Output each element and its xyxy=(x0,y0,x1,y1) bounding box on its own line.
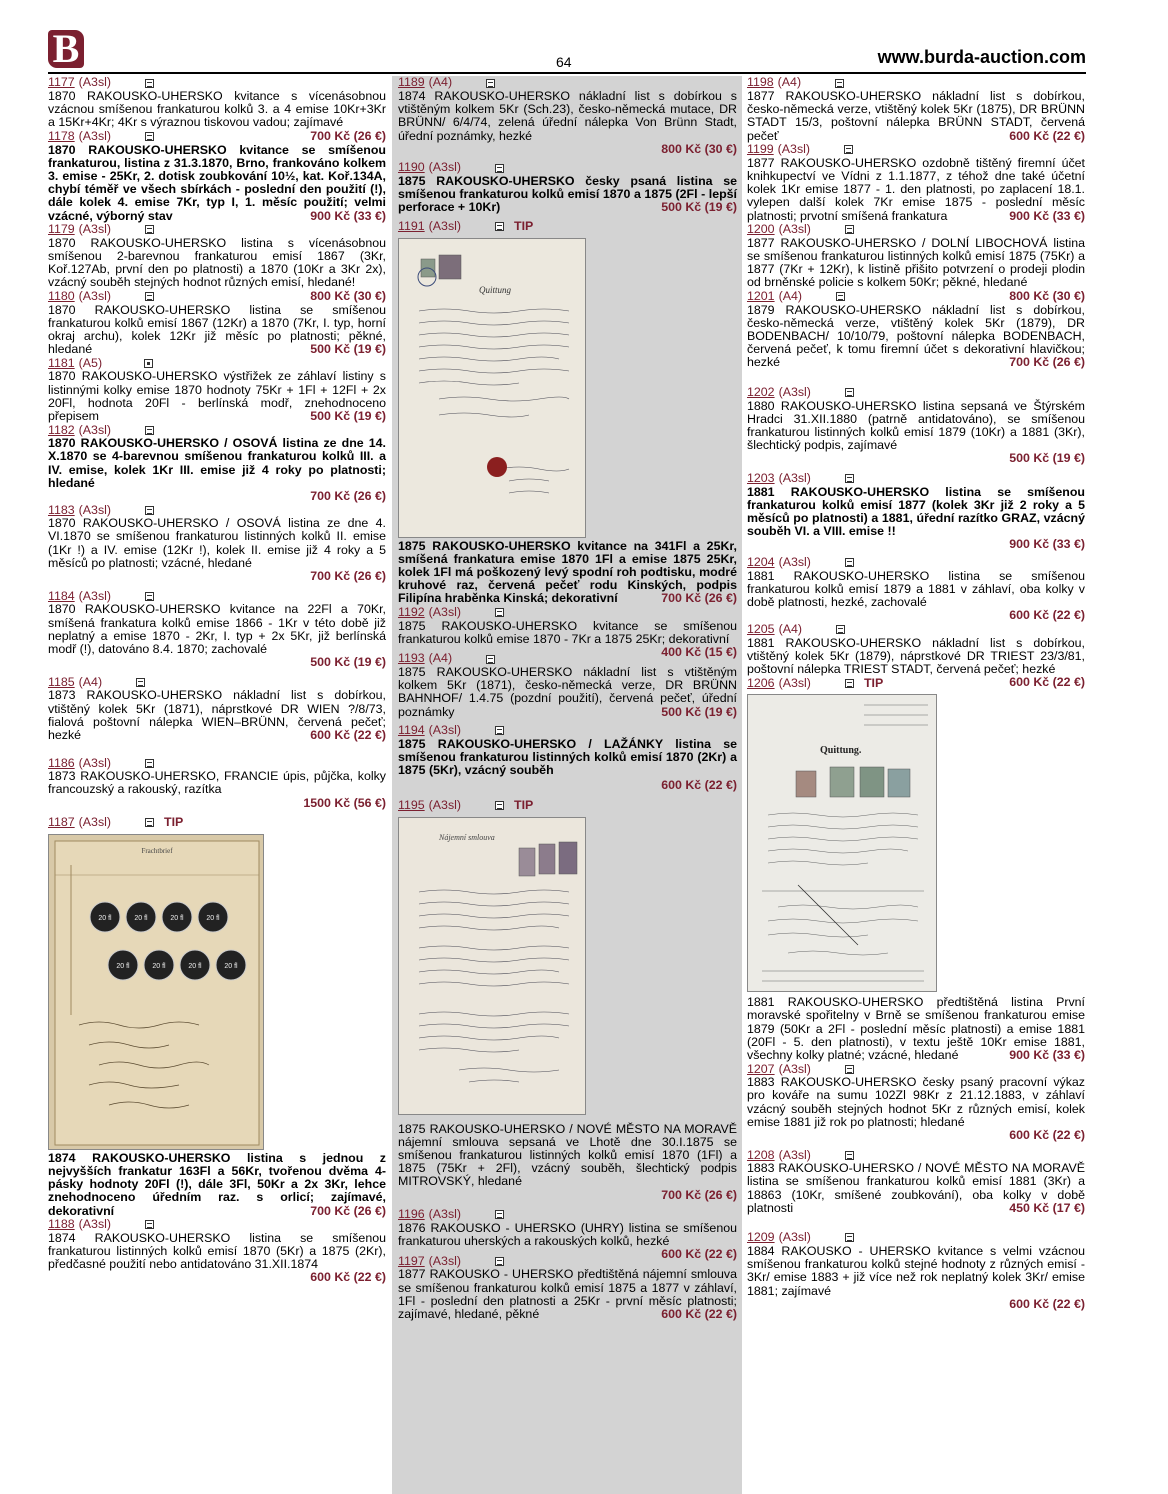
lot-format: (A3sl) xyxy=(778,385,811,400)
document-icon[interactable] xyxy=(495,1210,504,1219)
lot-1195 xyxy=(398,799,737,1202)
lot-1209 xyxy=(747,1231,1085,1311)
lot-number[interactable]: 1196 xyxy=(398,1207,425,1222)
document-icon[interactable] xyxy=(486,655,495,664)
lot-number[interactable]: 1195 xyxy=(398,798,425,813)
lot-number[interactable]: 1179 xyxy=(48,222,75,237)
document-icon[interactable] xyxy=(845,474,854,483)
lot-price: 600 Kč (22 €) xyxy=(310,1270,386,1285)
page-number: 64 xyxy=(556,54,572,70)
lot-number[interactable]: 1181 xyxy=(48,355,75,370)
lot-format: (A3sl) xyxy=(428,1207,462,1222)
lot-description: 1870 RAKOUSKO-UHERSKO kvitance se smíšenou frankaturou, listina z 31.3.1870, Brno, frankováno kolkem 3. emise - 25Kr, 2. dotisk zoubkování 10½, kat. Koř.134A, chybí téměř ve všech sbírkách - poslední den použití (!), dále kolek 4. emise 7Kr, typ I, 1. měsíc použití; velmi vzácné, výborný stav xyxy=(48,142,386,223)
stamp-value: 20 fl xyxy=(170,914,184,922)
column-middle xyxy=(392,76,742,1494)
document-heading: Nájemní smlouva xyxy=(439,832,495,842)
tip-badge: TIP xyxy=(514,798,534,813)
column-left xyxy=(48,76,386,1285)
lot-format: (A3sl) xyxy=(777,142,811,157)
document-icon[interactable] xyxy=(495,801,504,810)
lot-price: 600 Kč (22 €) xyxy=(661,1306,737,1321)
document-icon[interactable] xyxy=(145,592,154,601)
document-icon[interactable] xyxy=(145,225,154,234)
document-icon[interactable] xyxy=(495,726,504,735)
lot-description: 1877 RAKOUSKO-UHERSKO ozdobně tištěný firemní účet knihkupectví ve Vídni z 1.1.1877, z téhož dne také účetní kolek 1Kr emise 1877 - 1. den platnosti, po zaplacení 18.1. vylepen další kolek 7Kr emise 1875 - poslední měsíc platnosti; prvotní smíšená frankatura xyxy=(747,155,1085,223)
document-heading: Frachtbrief xyxy=(141,846,173,855)
lot-price: 1500 Kč (56 €) xyxy=(303,795,386,810)
lot-1183 xyxy=(48,503,386,583)
header-divider xyxy=(48,72,1086,74)
lot-description: 1873 RAKOUSKO-UHERSKO nákladní list s dobírkou, vtištěný kolek 5Kr (1871), náprstkové DR WIEN ?/8/73, fialová poštovní nálepka WIEN–BRÜNN, červená pečeť; hezké xyxy=(48,688,386,742)
lot-number[interactable]: 1194 xyxy=(398,723,425,738)
stamp-value: 20 fl xyxy=(134,914,148,922)
lot-1187 xyxy=(48,816,386,1218)
lot-price: 500 Kč (19 €) xyxy=(661,704,737,719)
lot-description: 1880 RAKOUSKO-UHERSKO listina sepsaná ve Štýrském Hradci 31.XII.1880 (patrně antidatováno), se smíšenou frankaturou listinných kolků emisí 1879 (10Kr) a 1881 (3Kr), šlechtický podpis, zajímavé xyxy=(747,398,1085,453)
lot-price: 600 Kč (22 €) xyxy=(1009,675,1085,690)
lot-photo[interactable] xyxy=(398,238,586,538)
lot-price: 700 Kč (26 €) xyxy=(310,1203,386,1218)
site-url[interactable]: www.burda-auction.com xyxy=(877,47,1086,67)
document-icon[interactable] xyxy=(495,1257,504,1266)
lot-format: (A3sl) xyxy=(78,289,112,304)
document-icon[interactable] xyxy=(495,164,504,173)
document-icon[interactable] xyxy=(845,1151,854,1160)
lot-price: 600 Kč (22 €) xyxy=(1009,1296,1085,1311)
lot-format: (A3sl) xyxy=(778,1147,811,1162)
lot-description: 1876 RAKOUSKO - UHERSKO (UHRY) listina se smíšenou frankaturou uherských a rakouských kolků, hezké xyxy=(398,1220,737,1249)
stamp-value: 20 fl xyxy=(152,962,166,970)
lot-format: (A3sl) xyxy=(78,75,112,90)
document-icon[interactable] xyxy=(145,426,154,435)
lot-format: (A3sl) xyxy=(778,1061,811,1076)
lot-description: 1884 RAKOUSKO - UHERSKO kvitance s velmi vzácnou smíšenou frankaturou kolků stejné hodnoty z různých emisí - 3Kr/ emise 1883 + již více než rok neplatný kolek 3Kr/ emise 1881; zajímavé xyxy=(747,1243,1085,1298)
lot-number[interactable]: 1186 xyxy=(48,755,75,770)
lot-format: (A3sl) xyxy=(428,1253,462,1268)
lot-format: (A3sl) xyxy=(78,422,112,437)
lot-description: 1870 RAKOUSKO-UHERSKO / OSOVÁ listina ze dne 4. VI.1870 se smíšenou frankaturou listinných kolků II. emise (1Kr !) a IV. emise (12Kr !), kolek II. emise již 4 roky a 5 měsíců po platnosti; vzácné, hledané xyxy=(48,516,386,570)
lot-description: 1873 RAKOUSKO-UHERSKO, FRANCIE úpis, půjčka, kolky francouzský a rakouský, razítka xyxy=(48,769,386,797)
document-icon[interactable] xyxy=(145,79,154,88)
lot-1206 xyxy=(747,676,1085,1062)
burda-logo: B xyxy=(48,30,84,68)
lot-description: 1877 RAKOUSKO - UHERSKO předtištěná nájemní smlouva se smíšenou frankaturou kolků emisí 1875 a 1877 v záhlaví, 1Fl - poslední den platnosti a 25Kr - první měsíc platnosti; zajímavé, hledané, pěkné xyxy=(398,1267,737,1321)
lot-1199 xyxy=(747,143,1085,223)
lot-number[interactable]: 1192 xyxy=(398,605,425,620)
lot-1194 xyxy=(398,724,737,793)
lot-price: 600 Kč (22 €) xyxy=(661,1247,737,1262)
lot-number[interactable]: 1206 xyxy=(747,675,775,690)
lot-format: (A3sl) xyxy=(778,222,811,237)
tip-badge: TIP xyxy=(514,219,534,234)
document-icon[interactable] xyxy=(145,292,154,301)
lot-price: 900 Kč (33 €) xyxy=(1009,208,1085,223)
lot-1188 xyxy=(48,1217,386,1285)
lot-photo[interactable] xyxy=(48,834,264,1150)
lot-price: 800 Kč (30 €) xyxy=(661,141,737,156)
lot-price: 600 Kč (22 €) xyxy=(661,778,737,793)
lot-price: 700 Kč (26 €) xyxy=(310,569,386,584)
lot-description: 1883 RAKOUSKO-UHERSKO česky psaný pracovní výkaz pro kováře na sumu 102Zl 98Kr z 21.12.1883, v záhlaví vzácný souběh stejných hodnot 5Kr z různých emisí, kolek emise 1881 již rok po platnosti; hledané xyxy=(747,1075,1085,1129)
lot-1198 xyxy=(747,76,1085,143)
lot-description: 1875 RAKOUSKO-UHERSKO česky psaná listina se smíšenou frankaturou kolků emisí 1870 a 1875 (2Fl - lepší perforace + 10Kr) xyxy=(398,174,737,215)
lot-1203 xyxy=(747,472,1085,552)
document-icon[interactable] xyxy=(845,1065,854,1074)
lot-1185 xyxy=(48,675,386,742)
lot-number[interactable]: 1188 xyxy=(48,1217,75,1232)
lot-format: (A3sl) xyxy=(78,588,112,603)
lot-number[interactable]: 1208 xyxy=(747,1147,775,1162)
lot-number[interactable]: 1199 xyxy=(747,142,774,157)
lot-description: 1877 RAKOUSKO-UHERSKO nákladní list s dobírkou, česko-německá verze, vtištěný kolek 5Kr (1875), DR BRÜNN STADT 15/3, poštovní nálepka BRÜNN STADT, červená pečeť xyxy=(747,89,1085,143)
lot-number[interactable]: 1180 xyxy=(48,289,75,304)
lot-number[interactable]: 1177 xyxy=(48,75,75,90)
lot-description: 1870 RAKOUSKO-UHERSKO kvitance na 22Fl a 70Kr, smíšená frankatura kolků emise 1866 - 1Kr v této době již neplatný a emise 1870 - 2Kr, I. typ + 2x 5Kr, již berlínská modř (!), datováno 8.4. 1870; zachovalé xyxy=(48,602,386,656)
lot-format: (A4) xyxy=(428,651,453,666)
lot-price: 700 Kč (26 €) xyxy=(1009,355,1085,370)
lot-1190 xyxy=(398,161,737,215)
lot-format: (A5) xyxy=(78,355,103,370)
lot-number[interactable]: 1198 xyxy=(747,75,774,90)
lot-price: 800 Kč (30 €) xyxy=(310,288,386,303)
stamp-value: 20 fl xyxy=(206,914,220,922)
document-icon[interactable] xyxy=(486,79,495,88)
lot-number[interactable]: 1190 xyxy=(398,160,425,175)
lot-1197 xyxy=(398,1254,737,1321)
lot-1191 xyxy=(398,220,737,606)
lot-description: 1881 RAKOUSKO-UHERSKO předtištěná listina První moravské spořitelny v Brně se smíšenou frankaturou emise 1879 (50Kr a 2Fl - poslední měsíc platnosti) a emise 1881 (20Fl - 5. den platnosti), v textu ještě 10Kr emise 1881, všechny kolky platné; vzácné, hledané xyxy=(747,995,1085,1062)
lot-description: 1870 RAKOUSKO-UHERSKO listina s vícenásobnou smíšenou 2-barevnou frankaturou emisí 1867 (3Kr, Koř.127Ab, první den po platnosti) a 1870 (10Kr a 3Kr 2x), vzácný souběh stejných hodnot různých emisí, hledané! xyxy=(48,235,386,290)
lot-number[interactable]: 1184 xyxy=(48,588,75,603)
lot-format: (A4) xyxy=(428,75,453,90)
stamp-value: 20 fl xyxy=(116,962,130,970)
lot-photo[interactable] xyxy=(398,817,586,1115)
lot-description: 1870 RAKOUSKO-UHERSKO / OSOVÁ listina ze dne 14. X.1870 se 4-barevnou smíšenou frankaturou kolků III. a IV. emise, kolek 1Kr III. emise již 4 roky po platnosti; hledané xyxy=(48,436,386,490)
lot-number[interactable]: 1197 xyxy=(398,1253,425,1268)
lot-description: 1875 RAKOUSKO-UHERSKO nákladní list s vtištěným kolkem 5Kr (1871), česko-německá verze, DR BRÜNN BAHNHOF/ 1.4.75 (pozdní použití), červená pečeť, úřední poznámky xyxy=(398,665,737,719)
lot-format: (A4) xyxy=(778,289,802,304)
document-image-icon xyxy=(399,239,586,538)
column-right xyxy=(747,76,1085,1311)
document-icon[interactable] xyxy=(845,388,854,397)
lot-price: 900 Kč (33 €) xyxy=(1009,1047,1085,1062)
lot-number[interactable]: 1209 xyxy=(747,1230,775,1245)
lot-1181 xyxy=(48,356,386,423)
lot-number[interactable]: 1187 xyxy=(48,815,75,830)
lot-number[interactable]: 1183 xyxy=(48,502,75,517)
stamp-value: 20 fl xyxy=(98,914,112,922)
document-icon[interactable] xyxy=(145,132,154,141)
document-image-icon xyxy=(748,695,937,992)
lot-description: 1883 RAKOUSKO-UHERSKO / NOVÉ MĚSTO NA MORAVĚ listina se smíšenou frankaturou kolků emisí 1881 (3Kr) a 18863 (10Kr, smíšené zoubkování), oba kolky v době platnosti xyxy=(747,1161,1085,1215)
tip-badge: TIP xyxy=(164,815,184,830)
lot-price: 500 Kč (19 €) xyxy=(310,409,386,424)
lot-format: (A4) xyxy=(778,621,802,636)
document-icon[interactable] xyxy=(845,225,854,234)
lot-description: 1870 RAKOUSKO-UHERSKO výstřižek ze záhlaví listiny s listinnými kolky emise 1870 hodnoty 75Kr + 1Fl + 12Fl + 2x 20Fl, hodnota 20Fl - berlínská modř, znehodnoceno přepisem xyxy=(48,369,386,424)
lot-1204 xyxy=(747,556,1085,623)
document-heading: Quittung xyxy=(479,284,512,295)
lot-1186 xyxy=(48,756,386,810)
lot-description: 1881 RAKOUSKO-UHERSKO nákladní list s dobírkou, vtištěný kolek 5Kr (1879), náprstkové DR TRIEST 23/3/81, poštovní nálepka TRIEST STADT, červená pečeť; hezké xyxy=(747,635,1085,676)
lot-description: 1870 RAKOUSKO-UHERSKO listina se smíšenou frankaturou kolků emisí 1867 (12Kr) a 1870 (7Kr, I. typ, horní okraj archu), kolek 12Kr již měsíc po platnosti; pěkné, hledané xyxy=(48,302,386,357)
document-icon[interactable] xyxy=(145,506,154,515)
document-icon[interactable] xyxy=(845,558,854,567)
lot-1182 xyxy=(48,423,386,503)
lot-number[interactable]: 1203 xyxy=(747,471,775,486)
document-icon[interactable] xyxy=(145,818,154,827)
document-icon[interactable] xyxy=(495,608,504,617)
lot-number[interactable]: 1201 xyxy=(747,289,775,304)
lot-price: 400 Kč (15 €) xyxy=(661,645,737,660)
lot-number[interactable]: 1189 xyxy=(398,75,425,90)
lot-format: (A3sl) xyxy=(778,471,811,486)
lot-format: (A3sl) xyxy=(428,219,462,234)
lot-description: 1875 RAKOUSKO-UHERSKO / LAŽÁNKY listina se smíšenou frankaturou listinných kolků emisí 1870 (2Kr) a 1875 (5Kr), vzácný souběh xyxy=(398,736,737,778)
lot-description: 1874 RAKOUSKO-UHERSKO nákladní list s dobírkou s vtištěným kolkem 5Kr (Sch.23), česko-německá mutace, DR BRÜNN/ 6/4/74, zelená úřední nálepka Von Brünn Stadt, úřední poznámky, hezké xyxy=(398,89,737,143)
document-icon[interactable] xyxy=(145,759,154,768)
lot-price: 700 Kč (26 €) xyxy=(310,128,386,143)
lot-price: 800 Kč (30 €) xyxy=(1009,288,1085,303)
lot-number[interactable]: 1205 xyxy=(747,621,775,636)
lot-price: 450 Kč (17 €) xyxy=(1009,1200,1085,1215)
lot-price: 500 Kč (19 €) xyxy=(310,655,386,670)
lot-price: 700 Kč (26 €) xyxy=(310,489,386,504)
document-icon[interactable] xyxy=(845,1233,854,1242)
lot-1184 xyxy=(48,589,386,669)
lot-price: 900 Kč (33 €) xyxy=(310,208,386,223)
lot-description: 1881 RAKOUSKO-UHERSKO listina se smíšenou frankaturou kolků emisí 1877 (kolek 3Kr již 2 roky a 5 měsíců po platnosti) a 1881, úřední razítko GRAZ, vzácný souběh VI. a VIII. emise !! xyxy=(747,484,1085,539)
lot-price: 500 Kč (19 €) xyxy=(661,200,737,215)
lot-price: 600 Kč (22 €) xyxy=(310,727,386,742)
document-icon[interactable] xyxy=(844,145,853,154)
lot-description: 1875 RAKOUSKO-UHERSKO kvitance na 341Fl a 25Kr, smíšená frankatura emise 1870 1Fl a emise 1875 25Kr, kolek 1Fl má poškozený levý spodní roh podtisku, modré kruhové raz, červená pečeť rodu Kinských, podpis Filipína hraběnka Kinská; dekorativní xyxy=(398,538,737,606)
lot-description: 1877 RAKOUSKO-UHERSKO / DOLNÍ LIBOCHOVÁ listina se smíšenou frankaturou listinných kolků emisí 1875 (75Kr) a 1877 (7Kr + 12Kr), k listině přišito potvrzení o prodeji plodin od brněnské policie s kolkem 50Kr; pěkné, hledané xyxy=(747,235,1085,290)
lot-1202 xyxy=(747,386,1085,466)
lot-number[interactable]: 1202 xyxy=(747,385,775,400)
lot-description: 1881 RAKOUSKO-UHERSKO listina se smíšenou frankaturou kolků emisí 1879 a 1881 v záhlaví, oba kolky v době platnosti, hezké, zachovalé xyxy=(747,568,1085,610)
lot-price: 900 Kč (33 €) xyxy=(1009,537,1085,552)
lot-description: 1879 RAKOUSKO-UHERSKO nákladní list s dobírkou, česko-německá verze, vtištěný kolek 5Kr (1879), DR BODENBACH/ 10/10/79, poštovní nálepka BODENBACH, červená pečeť, k tomu firemní účet s dekorativní hlavičkou; hezké xyxy=(747,302,1085,370)
lot-price: 600 Kč (22 €) xyxy=(1009,1127,1085,1142)
document-icon[interactable] xyxy=(145,1220,154,1229)
lot-1178 xyxy=(48,130,386,223)
lot-format: (A3sl) xyxy=(778,1230,811,1245)
lot-price: 500 Kč (19 €) xyxy=(1009,451,1085,466)
lot-number[interactable]: 1178 xyxy=(48,129,75,143)
lot-format: (A3sl) xyxy=(778,675,811,690)
lot-format: (A3sl) xyxy=(78,1217,112,1232)
lot-number[interactable]: 1204 xyxy=(747,555,775,570)
lot-1207 xyxy=(747,1062,1085,1142)
document-image-icon xyxy=(49,835,264,1150)
lot-price: 500 Kč (19 €) xyxy=(310,342,386,357)
stamp-value: 20 fl xyxy=(188,962,202,970)
lot-number[interactable]: 1200 xyxy=(747,222,775,237)
lot-1193 xyxy=(398,652,737,719)
lot-format: (A4) xyxy=(777,75,802,90)
lot-description: 1874 RAKOUSKO-UHERSKO listina se smíšenou frankaturou listinných kolků emisí 1870 (5Kr) a 1875 (2Kr), předčasné použití nebo antidatováno 31.XII.1874 xyxy=(48,1230,386,1272)
document-icon[interactable] xyxy=(136,678,145,687)
lot-description: 1875 RAKOUSKO-UHERSKO kvitance se smíšenou frankaturou kolků emise 1870 - 7Kr a 1875 25Kr; dekorativní xyxy=(398,618,737,646)
tip-badge: TIP xyxy=(863,675,884,690)
document-heading: Quittung. xyxy=(820,745,862,757)
document-image-icon xyxy=(399,818,586,1115)
lot-number[interactable]: 1193 xyxy=(398,651,425,666)
document-icon[interactable] xyxy=(495,222,504,231)
document-icon[interactable] xyxy=(835,79,844,88)
lot-number[interactable]: 1191 xyxy=(398,219,425,234)
lot-description: 1870 RAKOUSKO-UHERSKO kvitance s vícenásobnou vzácnou smíšenou frankaturou kolků 3. a 4 emise 10Kr+3Kr a 15Kr+4Kr; 4Kr s výraznou tiskovou vadou; zajímavé xyxy=(48,89,386,130)
lot-number[interactable]: 1182 xyxy=(48,422,75,437)
lot-format: (A3sl) xyxy=(778,555,811,570)
document-icon[interactable] xyxy=(836,625,845,634)
document-icon[interactable] xyxy=(836,292,845,301)
document-icon[interactable] xyxy=(845,679,854,688)
lot-description: 1874 RAKOUSKO-UHERSKO listina s jednou z nejvyšších frankatur 163Fl a 56Kr, tvořenou dvěma 4-pásky hodnoty 20Fl (!), dále 3Fl, 50Kr a 2x 3Kr, lehce znehodnoceno úředním raz. s orlicí; zajímavé, dekorativní xyxy=(48,1150,386,1218)
lot-format: (A3sl) xyxy=(428,160,462,175)
lot-format: (A3sl) xyxy=(428,605,462,620)
cutout-icon[interactable] xyxy=(144,359,153,368)
lot-format: (A3sl) xyxy=(78,502,112,517)
lot-price: 600 Kč (22 €) xyxy=(1009,608,1085,623)
lot-price: 700 Kč (26 €) xyxy=(661,591,737,606)
lot-price: 600 Kč (22 €) xyxy=(1009,128,1085,143)
lot-photo[interactable] xyxy=(747,694,937,992)
lot-number[interactable]: 1185 xyxy=(48,674,75,689)
lot-format: (A3sl) xyxy=(78,755,112,770)
lot-format: (A3sl) xyxy=(78,129,112,143)
lot-1208 xyxy=(747,1148,1085,1215)
lot-price: 700 Kč (26 €) xyxy=(661,1187,737,1202)
lot-format: (A3sl) xyxy=(78,815,112,830)
lot-number[interactable]: 1207 xyxy=(747,1061,775,1076)
lot-description: 1875 RAKOUSKO-UHERSKO / NOVÉ MĚSTO NA MORAVĚ nájemní smlouva sepsaná ve Lhotě dne 30.I.1875 se smíšenou frankaturou listinných kolků emisí 1870 (1Fl) a 1875 (75Kr + 2Fl), vzácný souběh, šlechtický podpis MITROVSKÝ, hledané xyxy=(398,1121,737,1189)
stamp-value: 20 fl xyxy=(224,962,238,970)
lot-format: (A3sl) xyxy=(428,723,462,738)
lot-format: (A4) xyxy=(78,674,103,689)
lot-1189 xyxy=(398,76,737,156)
lot-format: (A3sl) xyxy=(78,222,112,237)
lot-format: (A3sl) xyxy=(428,798,462,813)
